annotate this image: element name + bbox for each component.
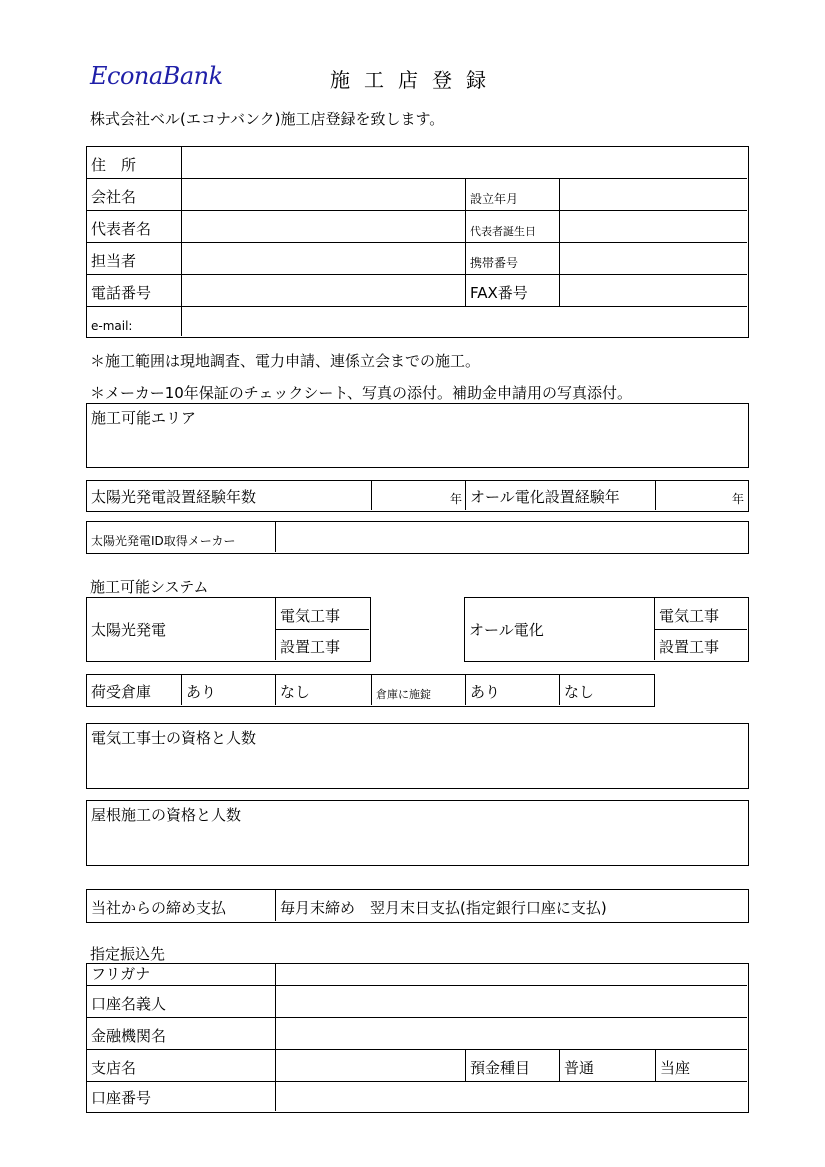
furigana-field[interactable] — [276, 964, 747, 985]
payment-terms: 毎月末締め 翌月末日支払(指定銀行口座に支払) — [280, 899, 607, 917]
company-name-label: 会社名 — [91, 188, 137, 206]
solar-electrical-option[interactable]: 電気工事 — [280, 607, 341, 625]
fax-label: FAX番号 — [470, 284, 528, 302]
email-label: e-mail: — [91, 319, 133, 333]
bank-table — [86, 963, 749, 1113]
electrician-label: 電気工事士の資格と人数 — [91, 729, 257, 747]
warehouse-lock-label: 倉庫に施錠 — [376, 688, 431, 701]
electrician-box[interactable] — [86, 723, 749, 789]
email-field[interactable] — [182, 306, 747, 336]
allelec-experience-label: オール電化設置経験年 — [470, 488, 620, 506]
warehouse-no-option[interactable]: なし — [280, 683, 311, 701]
contact-person-label: 担当者 — [91, 252, 137, 270]
institution-field[interactable] — [276, 1017, 747, 1049]
bank-section-label: 指定振込先 — [90, 945, 166, 963]
branch-field[interactable] — [276, 1049, 465, 1081]
warehouse-yes-option[interactable]: あり — [186, 683, 217, 701]
warehouse-lock-yes-option[interactable]: あり — [470, 683, 501, 701]
payment-table — [86, 889, 749, 923]
allelec-system-label: オール電化 — [469, 620, 544, 639]
address-field[interactable] — [182, 147, 747, 178]
solar-experience-label: 太陽光発電設置経験年数 — [91, 488, 257, 506]
rep-birthday-field[interactable] — [560, 210, 747, 242]
service-area-label: 施工可能エリア — [91, 409, 197, 427]
deposit-type-label: 預金種目 — [470, 1059, 531, 1077]
representative-field[interactable] — [182, 210, 465, 242]
rep-birthday-label: 代表者誕生日 — [470, 225, 536, 238]
mobile-field[interactable] — [560, 242, 747, 274]
note-scope: ＊施工範囲は現地調査、電力申請、連係立会までの施工。 — [90, 352, 481, 370]
note-warranty: ＊メーカー10年保証のチェックシート、写真の添付。補助金申請用の写真添付。 — [90, 384, 632, 402]
account-holder-field[interactable] — [276, 985, 747, 1017]
representative-label: 代表者名 — [91, 220, 152, 238]
warehouse-lock-no-option[interactable]: なし — [564, 683, 595, 701]
maker-table — [86, 521, 749, 554]
systems-section-label: 施工可能システム — [90, 578, 209, 596]
branch-label: 支店名 — [91, 1059, 137, 1077]
allelec-system-table — [464, 597, 749, 662]
fax-field[interactable] — [560, 274, 747, 306]
furigana-label: フリガナ — [91, 965, 151, 983]
allelec-electrical-option[interactable]: 電気工事 — [659, 607, 720, 625]
mobile-label: 携帯番号 — [470, 256, 519, 270]
allelec-install-option[interactable]: 設置工事 — [659, 638, 720, 656]
payment-label: 当社からの締め支払 — [91, 899, 227, 917]
maker-field[interactable] — [276, 522, 747, 552]
company-info-table — [86, 146, 749, 338]
experience-table — [86, 480, 749, 512]
warehouse-table — [86, 674, 655, 707]
account-number-field[interactable] — [276, 1081, 747, 1111]
allelec-years-field[interactable]: 年 — [731, 492, 744, 506]
solar-years-field[interactable]: 年 — [449, 492, 462, 506]
solar-system-table — [86, 597, 371, 662]
address-label: 住 所 — [91, 156, 137, 174]
deposit-current-option[interactable]: 当座 — [660, 1059, 691, 1077]
phone-label: 電話番号 — [91, 284, 152, 302]
institution-label: 金融機関名 — [91, 1027, 167, 1045]
solar-system-label: 太陽光発電 — [91, 620, 167, 639]
company-logo: EconaBank — [90, 62, 223, 90]
account-number-label: 口座番号 — [91, 1089, 152, 1107]
page-title: 施工店登録 — [330, 68, 500, 92]
phone-field[interactable] — [182, 274, 465, 306]
warehouse-label: 荷受倉庫 — [91, 683, 152, 701]
intro-text: 株式会社ベル(エコナバンク)施工店登録を致します。 — [90, 110, 445, 128]
service-area-box[interactable] — [86, 403, 749, 468]
founded-field[interactable] — [560, 178, 747, 210]
company-name-field[interactable] — [182, 178, 465, 210]
contact-person-field[interactable] — [182, 242, 465, 274]
roofer-label: 屋根施工の資格と人数 — [91, 806, 242, 824]
roofer-box[interactable] — [86, 800, 749, 866]
account-holder-label: 口座名義人 — [91, 995, 167, 1013]
deposit-ordinary-option[interactable]: 普通 — [564, 1059, 595, 1077]
solar-install-option[interactable]: 設置工事 — [280, 638, 341, 656]
founded-label: 設立年月 — [470, 192, 519, 206]
maker-label: 太陽光発電ID取得メーカー — [91, 534, 236, 548]
